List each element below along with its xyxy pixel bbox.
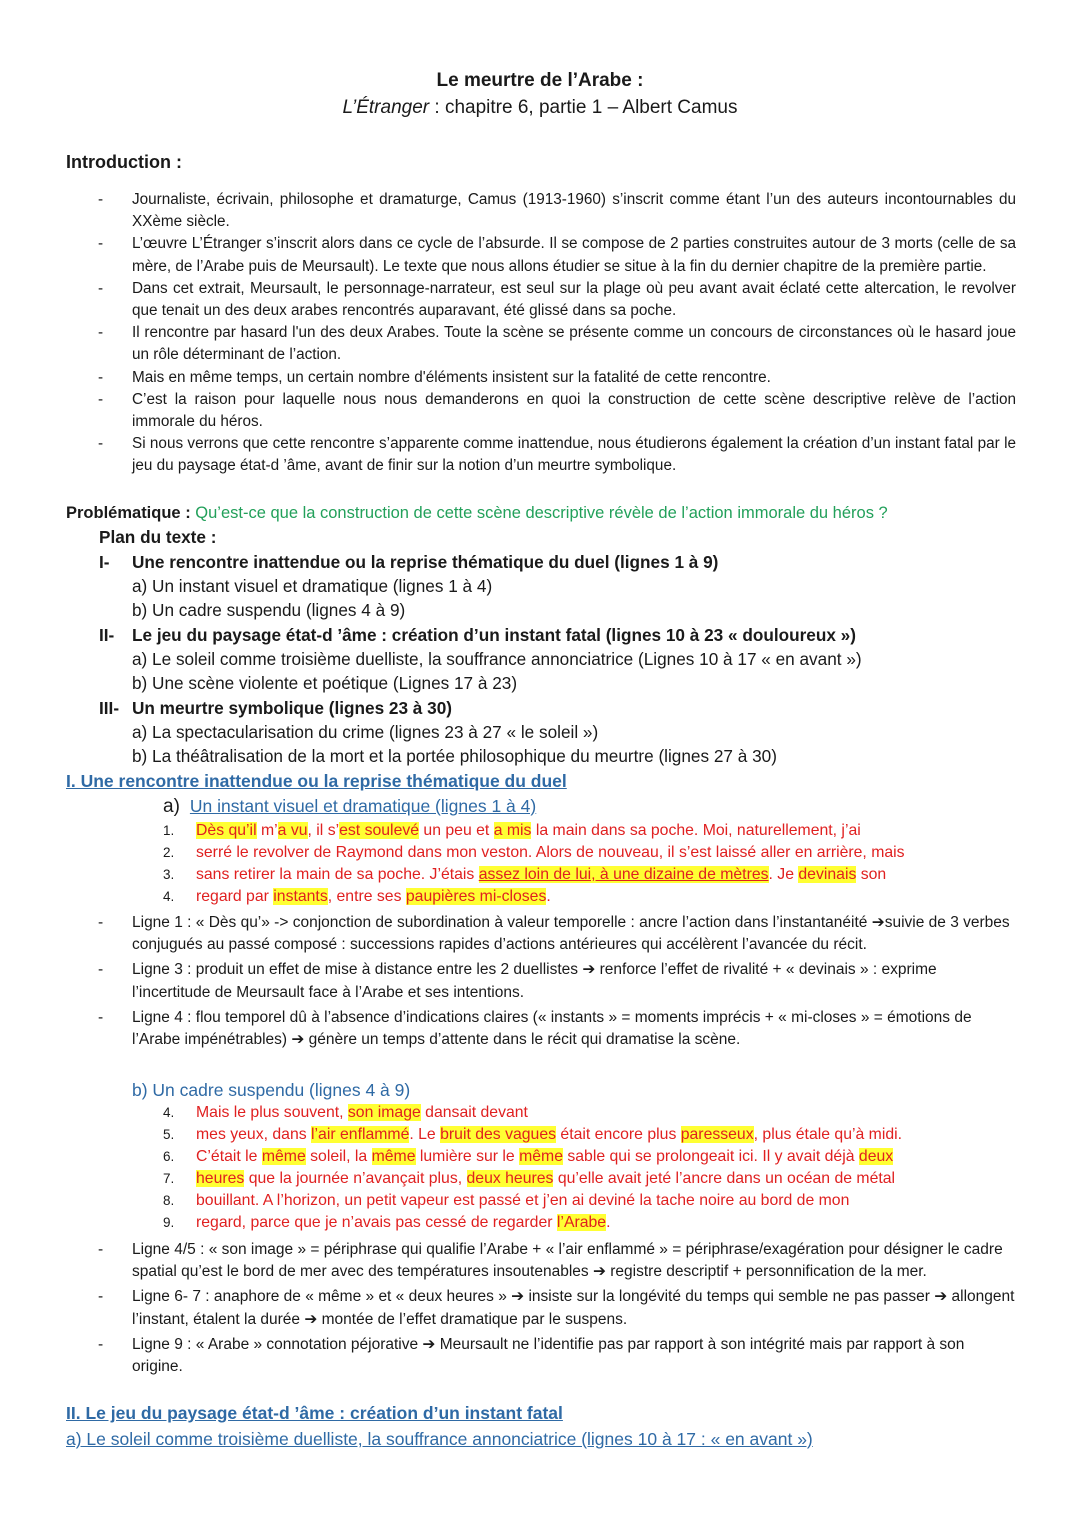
line-number: 2. bbox=[163, 845, 175, 860]
quote-block-a bbox=[0, 820, 1080, 908]
plan-part-title: Le jeu du paysage état-d ’âme : création d’un instant fatal (lignes 10 à 23 « douloureux ») bbox=[132, 625, 856, 645]
plan-sub: a) La spectacularisation du crime (lignes 23 à 27 « le soleil ») bbox=[132, 722, 599, 742]
quote-text: était encore plus bbox=[556, 1126, 681, 1143]
quote-text: lumière sur le bbox=[415, 1148, 520, 1165]
quote-text: mes yeux, dans bbox=[196, 1126, 312, 1143]
section-1-heading: I. Une rencontre inattendue ou la reprise thématique du duel bbox=[66, 771, 567, 791]
quote-line bbox=[0, 1124, 1080, 1146]
quote-line bbox=[0, 820, 1080, 842]
quote-line bbox=[0, 1146, 1080, 1168]
quote-line bbox=[0, 886, 1080, 908]
highlighted-text: heures bbox=[196, 1170, 245, 1187]
quote-text: , il s’ bbox=[307, 822, 340, 839]
quote-text: son bbox=[856, 866, 887, 883]
quote-text: Mais le plus souvent, bbox=[196, 1104, 348, 1121]
quote-text: regard par bbox=[196, 888, 274, 905]
quote-text: , entre ses bbox=[327, 888, 406, 905]
quote-line bbox=[0, 1168, 1080, 1190]
quote-text: soleil, la bbox=[305, 1148, 372, 1165]
intro-bullet: - Si nous verrons que cette rencontre s’apparente comme inattendue, nous étudierons également la création d’un instant fatal par le jeu du paysage état-d ’âme, avant de finir sur la notion d’un meurtre symbolique. bbox=[0, 433, 1016, 477]
quote-line bbox=[0, 1102, 1080, 1124]
quote-text: regard, parce que je n’avais pas cessé de regarder bbox=[196, 1214, 557, 1231]
highlighted-text: devinais bbox=[798, 866, 857, 883]
line-number: 3. bbox=[163, 867, 175, 882]
intro-bullet: - Mais en même temps, un certain nombre d'éléments insistent sur la fatalité de cette rencontre. bbox=[0, 367, 1016, 389]
intro-bullet: - Dans cet extrait, Meursault, le personnage-narrateur, est seul sur la plage où peu avant avait éclaté cette altercation, le revolver que tenait un des deux arabes rencontrés auparavant, été glissé dans sa poche. bbox=[0, 278, 1016, 322]
line-number: 6. bbox=[163, 1149, 175, 1164]
section-1b-heading: b) Un cadre suspendu (lignes 4 à 9) bbox=[132, 1080, 411, 1100]
problematique bbox=[66, 502, 888, 524]
plan-sub: b) Une scène violente et poétique (Lignes 17 à 23) bbox=[132, 673, 518, 693]
intro-bullet: - L’œuvre L’Étranger s’inscrit alors dans ce cycle de l’absurde. Il se compose de 2 parties construites autour de 3 morts (celle de sa mère, de l’Arabe puis de Meursault). Le texte que nous allons étudier se situe à la fin du dernier chapitre de la première partie. bbox=[0, 233, 1016, 277]
analysis-bullet: - Ligne 9 : « Arabe » connotation péjorative ➔ Meursault ne l’identifie pas par rapport à son intégrité mais par rapport à son origine. bbox=[0, 1334, 1016, 1378]
section-2a-heading: a) Le soleil comme troisième duelliste, la souffrance annonciatrice (lignes 10 à 17 : « en avant ») bbox=[66, 1429, 813, 1449]
analysis-bullet: - Ligne 1 : « Dès qu’» -> conjonction de subordination à valeur temporelle : ancre l’action dans l’instantanéité ➔suivie de 3 verbes conjugués au passé composé : successions rapides d’actions antérieures qui accélèrent l’avancée du récit. bbox=[0, 912, 1016, 956]
quote-text: C’était le bbox=[196, 1148, 262, 1165]
section-2-heading: II. Le jeu du paysage état-d ’âme : création d’un instant fatal bbox=[66, 1403, 563, 1423]
quote-text: serré le revolver de Raymond dans mon veston. Alors de nouveau, il s’est laissé aller en arrière, mais bbox=[196, 844, 905, 861]
subtitle-rest: : chapitre 6, partie 1 – Albert Camus bbox=[429, 97, 738, 118]
plan-part-num: I- bbox=[99, 552, 110, 572]
highlighted-text: est soulevé bbox=[339, 822, 420, 839]
quote-text: . bbox=[546, 888, 551, 905]
plan-sub: a) Un instant visuel et dramatique (lignes 1 à 4) bbox=[132, 576, 493, 596]
quote-text: la main dans sa poche. Moi, naturellement, j’ai bbox=[531, 822, 861, 839]
doc-subtitle bbox=[0, 97, 1080, 119]
line-number: 4. bbox=[163, 1105, 175, 1120]
highlighted-text: deux bbox=[858, 1148, 894, 1165]
highlighted-text: instants bbox=[273, 888, 328, 905]
highlighted-text: a mis bbox=[493, 822, 532, 839]
plan-label: Plan du texte : bbox=[99, 527, 217, 547]
quote-text: sans retirer la main de sa poche. J’étais bbox=[196, 866, 479, 883]
quote-text: . Je bbox=[768, 866, 799, 883]
intro-bullet: - C’est la raison pour laquelle nous nous demanderons en quoi la construction de cette scène descriptive relève de l’action immorale du héros. bbox=[0, 389, 1016, 433]
line-number: 4. bbox=[163, 889, 175, 904]
highlighted-text: paupières mi-closes bbox=[405, 888, 547, 905]
plan-part-num: III- bbox=[99, 698, 120, 718]
analysis-a bbox=[0, 912, 1080, 1054]
highlighted-text: même bbox=[371, 1148, 416, 1165]
quote-text: un peu et bbox=[419, 822, 494, 839]
problematique-label: Problématique : bbox=[66, 504, 191, 522]
line-number: 1. bbox=[163, 823, 175, 838]
highlighted-text: a vu bbox=[277, 822, 308, 839]
quote-line bbox=[0, 864, 1080, 886]
highlighted-text: l’Arabe bbox=[556, 1214, 607, 1231]
quote-line bbox=[0, 842, 1080, 864]
quote-line bbox=[0, 1190, 1080, 1212]
analysis-bullet: - Ligne 4 : flou temporel dû à l’absence d’indications claires (« instants » = moments imprécis + « mi-closes » = émotions de l’Arabe impénétrables) ➔ génère un temps d’attente dans le récit qui dramatise la scène. bbox=[0, 1007, 1016, 1051]
quote-line bbox=[0, 1212, 1080, 1234]
section-1a-heading bbox=[163, 796, 536, 818]
quote-text: m’ bbox=[256, 822, 278, 839]
analysis-bullet: - Ligne 4/5 : « son image » = périphrase qui qualifie l’Arabe + « l’air enflammé » = périphrase/exagération pour désigner le cadre spatial qu’est le bord de mer avec des températures insoutenables ➔ registre descriptif + personnification de la mer. bbox=[0, 1239, 1016, 1283]
quote-text: que la journée n’avançait plus, bbox=[244, 1170, 467, 1187]
analysis-bullet: - Ligne 3 : produit un effet de mise à distance entre les 2 duellistes ➔ renforce l’effet de rivalité + « devinais » : exprime l’incertitude de Meursault face à l’Arabe et ses intentions. bbox=[0, 959, 1016, 1003]
doc-title: Le meurtre de l’Arabe : bbox=[436, 70, 644, 91]
intro-bullet: - Il rencontre par hasard l'un des deux Arabes. Toute la scène se présente comme un concours de circonstances où le hasard joue un rôle déterminant de l’action. bbox=[0, 322, 1016, 366]
plan-part-num: II- bbox=[99, 625, 115, 645]
plan-sub: b) La théâtralisation de la mort et la portée philosophique du meurtre (lignes 27 à 30) bbox=[132, 746, 777, 766]
quote-text: sable qui se prolongeait ici. Il y avait déjà bbox=[562, 1148, 859, 1165]
quote-text: , plus étale qu’à midi. bbox=[753, 1126, 903, 1143]
quote-text: qu’elle avait jeté l’ancre dans un océan de métal bbox=[553, 1170, 896, 1187]
book-title: L’Étranger bbox=[342, 97, 430, 118]
highlighted-text: son image bbox=[347, 1104, 421, 1121]
plan-sub: b) Un cadre suspendu (lignes 4 à 9) bbox=[132, 600, 406, 620]
line-number: 5. bbox=[163, 1127, 175, 1142]
quote-text: bouillant. A l’horizon, un petit vapeur est passé et j’en ai deviné la tache noire au bord de mon bbox=[196, 1192, 850, 1209]
analysis-b bbox=[0, 1239, 1080, 1381]
analysis-bullet: - Ligne 6- 7 : anaphore de « même » et « deux heures » ➔ insiste sur la longévité du temps qui semble ne pas passer ➔ allongent l’instant, étalent la durée ➔ montée de l’effet dramatique par le suspens. bbox=[0, 1286, 1016, 1330]
intro-heading: Introduction : bbox=[66, 152, 182, 172]
line-number: 7. bbox=[163, 1171, 175, 1186]
intro-bullets bbox=[0, 189, 1080, 478]
highlighted-text: Dès qu’il bbox=[196, 822, 257, 839]
intro-bullet: - Journaliste, écrivain, philosophe et dramaturge, Camus (1913-1960) s’inscrit comme étant l’un des auteurs incontournables du XXème siècle. bbox=[0, 189, 1016, 233]
quote-block-b bbox=[0, 1102, 1080, 1234]
quote-text: . Le bbox=[409, 1126, 441, 1143]
highlighted-text: même bbox=[519, 1148, 563, 1165]
sub-a-title: Un instant visuel et dramatique (lignes 1 à 4) bbox=[189, 796, 537, 816]
highlighted-text: même bbox=[261, 1148, 306, 1165]
highlighted-text: deux heures bbox=[466, 1170, 554, 1187]
highlighted-text: assez loin de lui, à une dizaine de mètres bbox=[478, 866, 769, 883]
line-number: 9. bbox=[163, 1215, 175, 1230]
line-number: 8. bbox=[163, 1193, 175, 1208]
plan-part-title: Un meurtre symbolique (lignes 23 à 30) bbox=[132, 698, 452, 718]
plan-part-title: Une rencontre inattendue ou la reprise thématique du duel (lignes 1 à 9) bbox=[132, 552, 719, 572]
highlighted-text: bruit des vagues bbox=[440, 1126, 557, 1143]
highlighted-text: paresseux bbox=[680, 1126, 754, 1143]
quote-text: dansait devant bbox=[420, 1104, 528, 1121]
sub-letter: a) bbox=[163, 796, 180, 817]
plan-sub: a) Le soleil comme troisième duelliste, la souffrance annonciatrice (Lignes 10 à 17 « en avant ») bbox=[132, 649, 862, 669]
quote-text: . bbox=[606, 1214, 611, 1231]
problematique-question: Qu’est-ce que la construction de cette scène descriptive révèle de l’action immorale du héros ? bbox=[190, 504, 888, 522]
highlighted-text: l’air enflammé bbox=[311, 1126, 410, 1143]
